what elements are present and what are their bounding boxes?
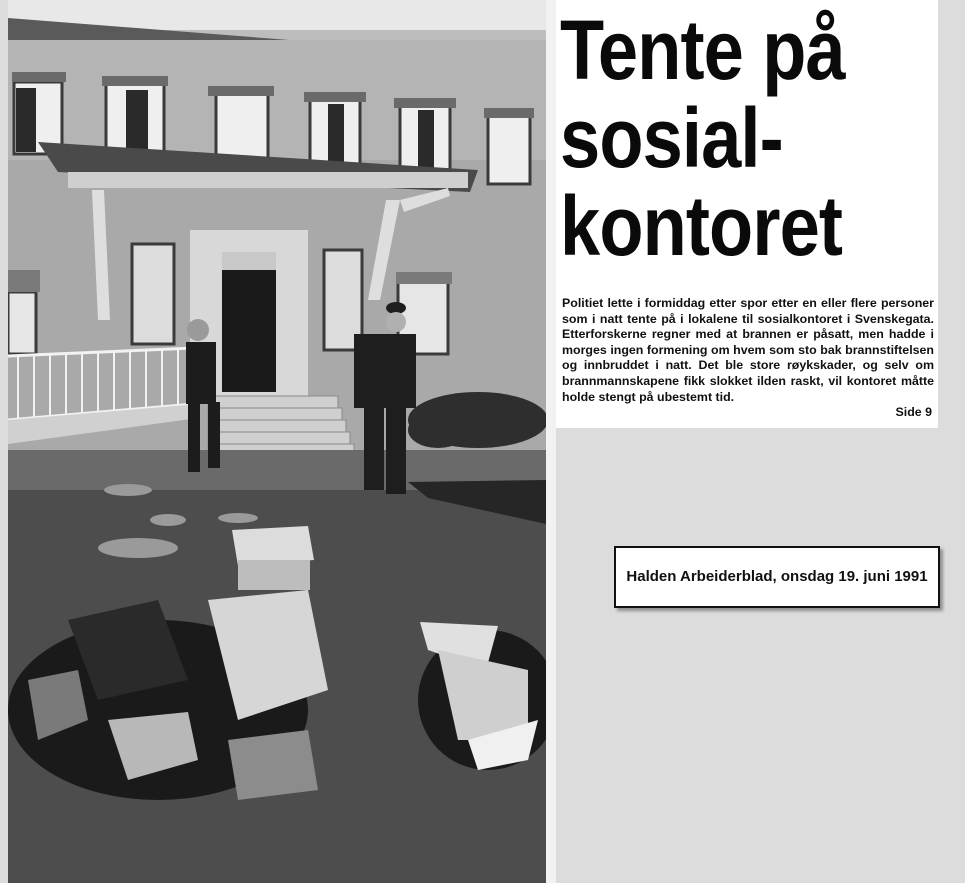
- source-caption-box: [614, 546, 940, 608]
- headline-line-2: sosial-: [560, 91, 783, 185]
- headline: [560, 3, 883, 273]
- source-caption: Halden Arbeiderblad, onsdag 19. juni 1991: [626, 568, 928, 585]
- headline-line-3: kontoret: [560, 179, 843, 273]
- photo-illustration: [8, 0, 546, 883]
- article-body: Politiet lette i formiddag etter spor etter en eller flere personer som i natt tente på i lokalene til sosialkontoret i Svenskegata. Etterforskerne regner med at brannen er påsatt, men hadde i morges ingen formening om hvem som sto bak brannstiftelsen og innbruddet i natt. Det ble store røykskader, og selv om brannmannskapene fikk slokket ilden raskt, vil kontoret måtte holde stengt på ubestemt tid.: [562, 296, 934, 404]
- column-divider: [546, 0, 556, 883]
- newspaper-photo: [8, 0, 546, 883]
- headline-line-1: Tente på: [560, 3, 845, 97]
- page-reference: Side 9: [895, 405, 932, 419]
- article-column: [556, 0, 938, 428]
